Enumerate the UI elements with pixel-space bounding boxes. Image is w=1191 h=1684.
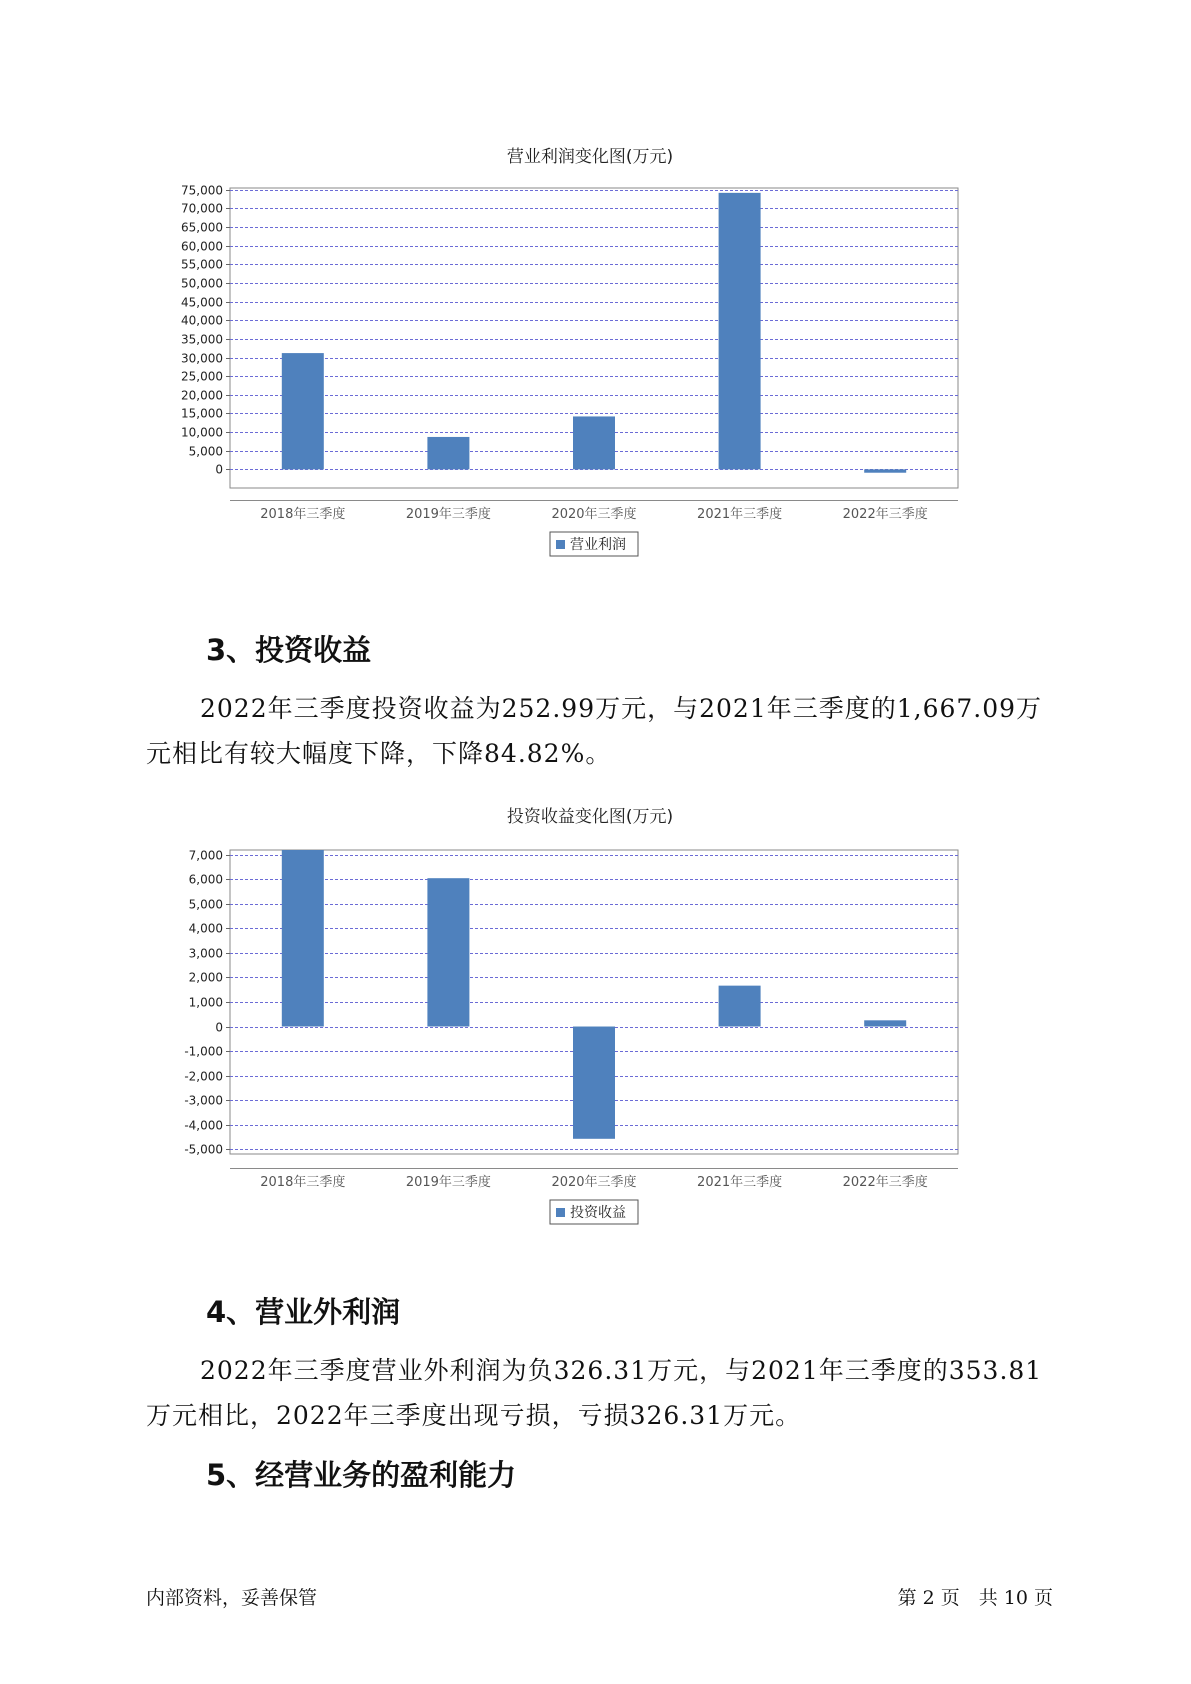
legend-label: 投资收益 [570,1205,626,1221]
y-tick-label: -3,000 [184,1093,223,1108]
footer-confidential-note: 内部资料，妥善保管 [146,1587,318,1609]
y-tick-label: 5,000 [188,897,223,912]
operating-profit-chart [150,140,1030,590]
y-tick-label: -5,000 [184,1142,223,1157]
y-tick-label: 2,000 [188,970,223,985]
bar-3 [573,416,615,469]
bar-4 [719,986,761,1027]
y-tick-label: 10,000 [181,425,223,440]
y-tick-label: 0 [215,462,223,477]
y-tick-label: 65,000 [181,220,223,235]
y-tick-label: 20,000 [181,388,223,403]
y-tick-label: -4,000 [184,1118,223,1133]
bar-2 [427,437,469,469]
chart-svg [150,800,1030,1255]
section-5-heading: 5、经营业务的盈利能力 [206,1458,517,1492]
y-tick-label: 50,000 [181,276,223,291]
y-tick-label: -1,000 [184,1044,223,1059]
section-3-heading: 3、投资收益 [206,633,372,667]
y-tick-label: 1,000 [188,995,223,1010]
y-tick-label: 4,000 [188,921,223,936]
x-tick-label: 2020年三季度 [551,507,637,522]
footer-page-number: 第 2 页 共 10 页 [897,1587,1053,1609]
x-tick-label: 2022年三季度 [842,1175,928,1190]
chart-title: 营业利润变化图(万元) [506,147,674,167]
x-tick-label: 2021年三季度 [697,507,783,522]
bar-1 [282,850,324,1027]
section-4-heading: 4、营业外利润 [206,1295,401,1329]
bar-3 [573,1027,615,1139]
x-tick-label: 2018年三季度 [260,1175,346,1190]
y-tick-label: 40,000 [181,313,223,328]
y-tick-label: 70,000 [181,201,223,216]
bar-5 [864,1020,906,1026]
y-tick-label: 25,000 [181,369,223,384]
y-tick-label: 7,000 [188,848,223,863]
section-3-paragraph: 2022年三季度投资收益为252.99万元，与2021年三季度的1,667.09万元相比有较大幅度下降，下降84.82%。 [146,694,1043,768]
y-tick-label: 6,000 [188,872,223,887]
bar-5 [864,469,906,472]
x-tick-label: 2020年三季度 [551,1175,637,1190]
y-tick-label: 60,000 [181,239,223,254]
y-tick-label: 75,000 [181,183,223,198]
y-tick-label: 30,000 [181,351,223,366]
y-tick-label: 35,000 [181,332,223,347]
section-4-paragraph: 2022年三季度营业外利润为负326.31万元，与2021年三季度的353.81万元相比，2022年三季度出现亏损，亏损326.31万元。 [146,1356,1043,1430]
y-tick-label: 5,000 [188,444,223,459]
y-tick-label: 45,000 [181,295,223,310]
y-tick-label: 55,000 [181,257,223,272]
legend-swatch [556,1208,565,1217]
x-tick-label: 2019年三季度 [405,507,491,522]
legend-label: 营业利润 [570,537,626,553]
x-tick-label: 2018年三季度 [260,507,346,522]
investment-income-chart [150,800,1030,1255]
chart-svg [150,140,1030,590]
x-tick-label: 2022年三季度 [842,507,928,522]
legend-swatch [556,540,565,549]
x-tick-label: 2019年三季度 [405,1175,491,1190]
bar-1 [282,353,324,469]
y-tick-label: 15,000 [181,406,223,421]
x-tick-label: 2021年三季度 [697,1175,783,1190]
y-tick-label: -2,000 [184,1069,223,1084]
bar-4 [719,193,761,470]
y-tick-label: 3,000 [188,946,223,961]
bar-2 [427,878,469,1026]
chart-title: 投资收益变化图(万元) [506,807,674,827]
y-tick-label: 0 [215,1020,223,1035]
